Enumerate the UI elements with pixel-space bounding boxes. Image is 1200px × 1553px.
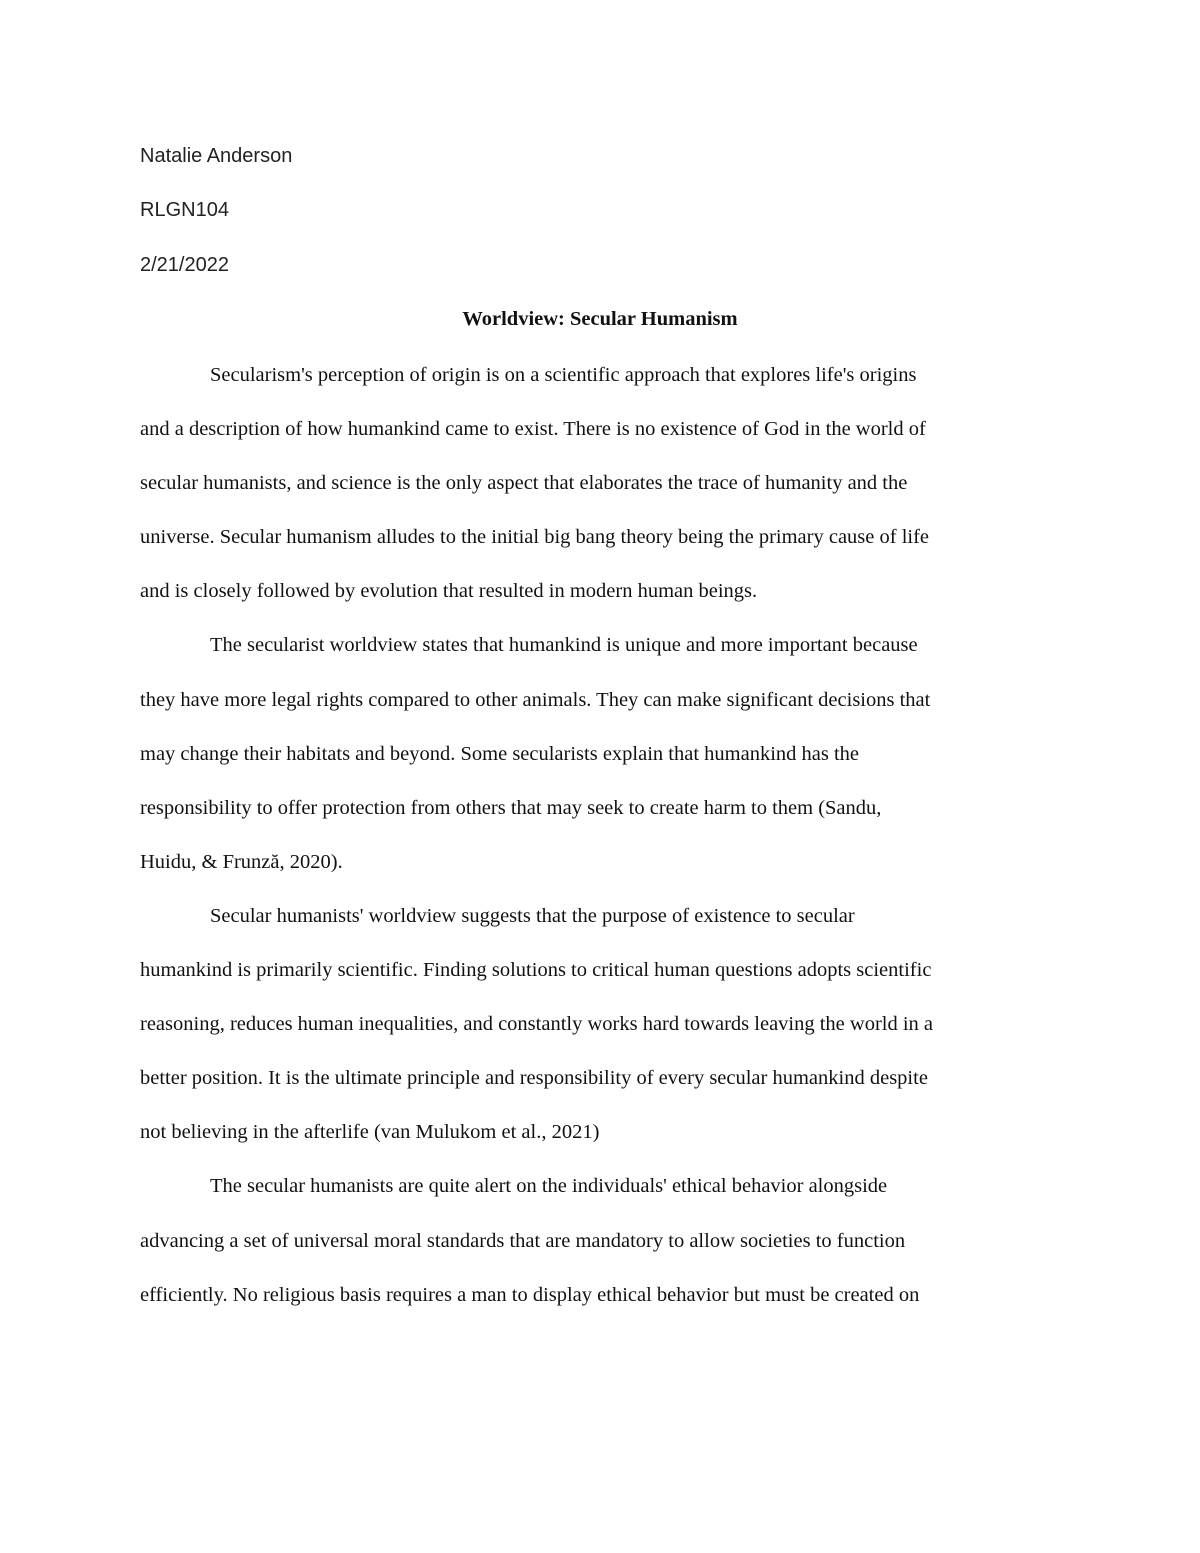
paragraph-line: may change their habitats and beyond. Some secularists explain that humankind has the [140, 742, 860, 765]
paragraph-line: reasoning, reduces human inequalities, and constantly works hard towards leaving the world in a [140, 1013, 934, 1036]
essay-body [140, 362, 1060, 1336]
paragraph-line: Huidu, & Frunză, 2020). [140, 850, 343, 873]
paragraph-line: humankind is primarily scientific. Finding solutions to critical human questions adopts scientific [140, 959, 932, 982]
paragraph-line: responsibility to offer protection from others that may seek to create harm to them (Sandu, [140, 796, 882, 819]
paragraph-line: The secularist worldview states that humankind is unique and more important because [210, 634, 918, 657]
paragraph-line: The secular humanists are quite alert on the individuals' ethical behavior alongside [210, 1175, 888, 1198]
paragraph-line: Secularism's perception of origin is on a scientific approach that explores life's origins [210, 364, 917, 386]
paragraph-line: better position. It is the ultimate principle and responsibility of every secular humankind despite [140, 1067, 928, 1090]
paragraph [140, 362, 1060, 632]
paragraph-line: they have more legal rights compared to other animals. They can make significant decisions that [140, 688, 931, 711]
paragraph-line: and is closely followed by evolution that resulted in modern human beings. [140, 580, 758, 603]
essay-title: Worldview: Secular Humanism [462, 308, 738, 330]
paragraph [140, 903, 1060, 1173]
paragraph-line: advancing a set of universal moral standards that are mandatory to allow societies to function [140, 1229, 906, 1252]
paragraph-line: universe. Secular humanism alludes to the initial big bang theory being the primary cause of life [140, 526, 930, 549]
date: 2/21/2022 [140, 254, 229, 276]
paragraph [140, 1173, 1060, 1335]
course-code: RLGN104 [140, 199, 229, 221]
author-name: Natalie Anderson [140, 145, 293, 167]
paragraph-line: not believing in the afterlife (van Mulukom et al., 2021) [140, 1121, 600, 1144]
paragraph-line: secular humanists, and science is the only aspect that elaborates the trace of humanity and the [140, 472, 908, 495]
paragraph [140, 632, 1060, 902]
paragraph-line: efficiently. No religious basis requires a man to display ethical behavior but must be created on [140, 1283, 920, 1306]
paragraph-line: and a description of how humankind came to exist. There is no existence of God in the world of [140, 418, 926, 441]
paragraph-line: Secular humanists' worldview suggests that the purpose of existence to secular [210, 904, 855, 927]
